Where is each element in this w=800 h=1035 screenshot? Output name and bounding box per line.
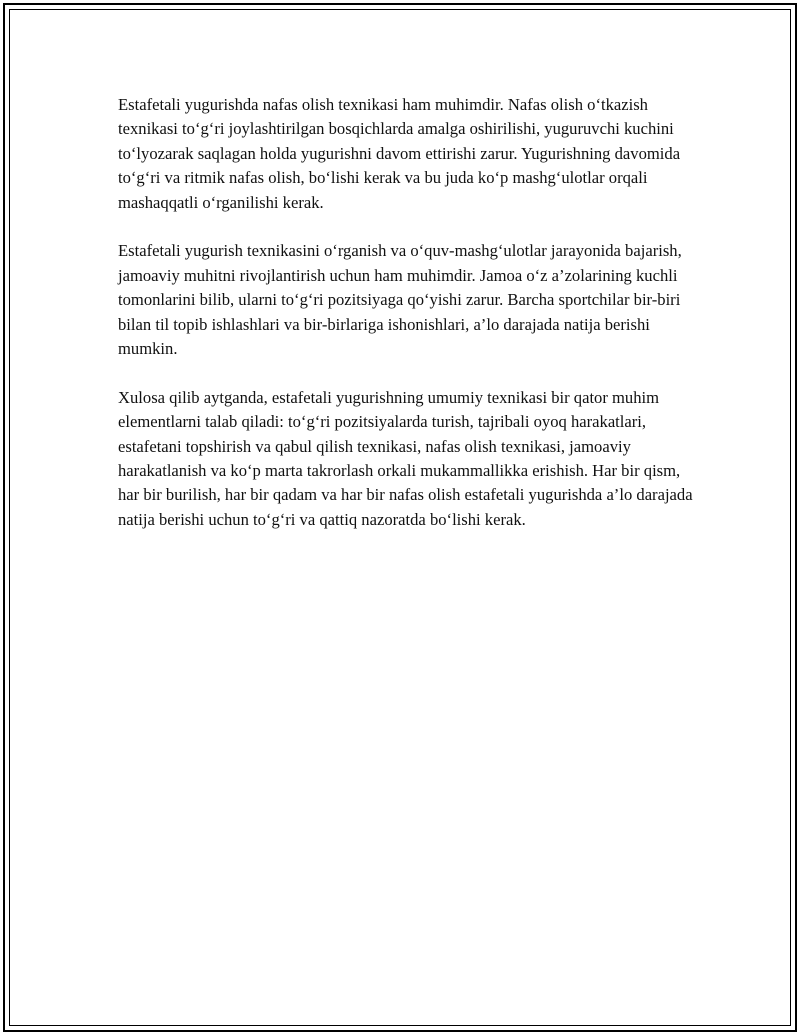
paragraph-2: Estafetali yugurish texnikasini o‘rganish va o‘quv-mashg‘ulotlar jarayonida bajarish, jamoaviy muhitni rivojlantirish uchun ham muhimdir. Jamoa o‘z a’zolarining kuchli tomonlarini bilib, ularni to‘g‘ri pozitsiyaga qo‘yishi zarur. Barcha sportchilar bir-biri bilan til topib ishlashlari va bir-birlariga ishonishlari, a’lo darajada natija berishi mumkin. (118, 241, 682, 359)
document-body (118, 93, 698, 557)
paragraph-3: Xulosa qilib aytganda, estafetali yugurishning umumiy texnikasi bir qator muhim elementlarni talab qiladi: to‘g‘ri pozitsiyalarda turish, tajribali oyoq harakatlari, estafetani topshirish va qabul qilish texnikasi, nafas olish texnikasi, jamoaviy harakatlanish va ko‘p marta takrorlash orkali mukammallikka erishish. Har bir qism, har bir burilish, har bir qadam va har bir nafas olish estafetali yugurishda a’lo darajada natija berishi uchun to‘g‘ri va qattiq nazoratda bo‘lishi kerak. (118, 387, 693, 529)
paragraph-1: Estafetali yugurishda nafas olish texnikasi ham muhimdir. Nafas olish o‘tkazish texnikasi to‘g‘ri joylashtirilgan bosqichlarda amalga oshirilishi, yuguruvchi kuchini to‘lyozarak saqlagan holda yugurishni davom ettirishi zarur. Yugurishning davomida to‘g‘ri va ritmik nafas olish, bo‘lishi kerak va bu juda ko‘p mashg‘ulotlar orqali mashaqqatli o‘rganilishi kerak. (118, 95, 681, 212)
